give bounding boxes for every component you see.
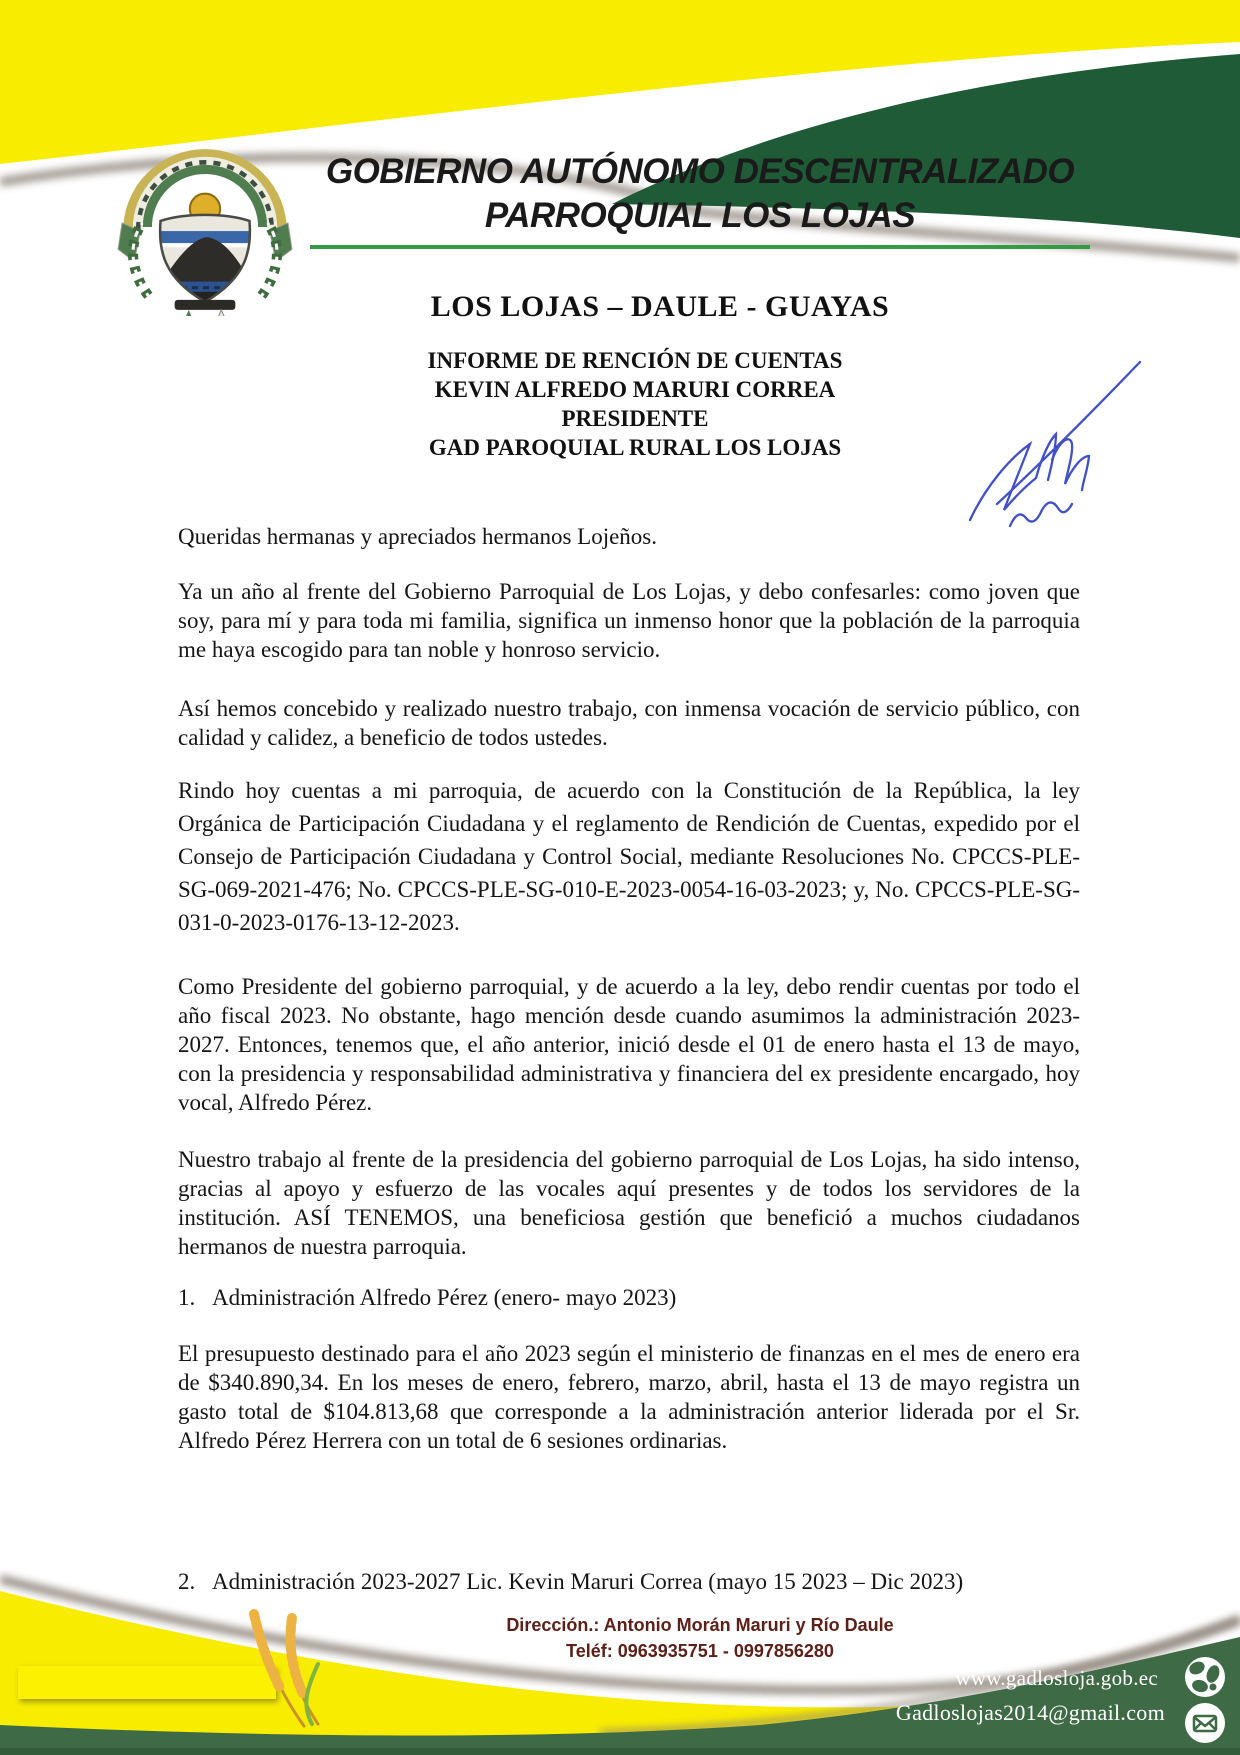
doc-title-line3: PRESIDENTE [561, 406, 709, 431]
doc-title-line2: KEVIN ALFREDO MARURI CORREA [434, 377, 836, 402]
paragraph: El presupuesto destinado para el año 2023 según el ministerio de finanzas en el mes de enero era de $340.890,34. En los meses de enero, febrero, marzo, abril, hasta el 13 de mayo registra un gasto total de $104.813,68 que corresponde a la administración anterior liderada por el Sr. Alfredo Pérez Herrera con un total de 6 sesiones ordinarias. [178, 1341, 1080, 1453]
paragraph: Así hemos concebido y realizado nuestro trabajo, con inmensa vocación de servicio público, con calidad y calidez, a beneficio de todos ustedes. [178, 696, 1080, 750]
pedestal-tail-left [182, 310, 193, 316]
handwritten-signature [952, 328, 1162, 528]
paragraph: Como Presidente del gobierno parroquial, y de acuerdo a la ley, debo rendir cuentas por todo el año fiscal 2023. No obstante, hago mención desde cuando asumimos la administración 2023-2027. Entonces, tenemos que, el año anterior, inició desde el 01 de enero hasta el 13 de mayo, con la presidencia y responsabilidad administrativa y financiera del ex presidente encargado, hoy vocal, Alfredo Pérez. [178, 974, 1080, 1115]
footer-bottom-strip [0, 1748, 1240, 1755]
paragraph: Nuestro trabajo al frente de la presidencia del gobierno parroquial de Los Lojas, ha sido intenso, gracias al apoyo y esfuerzo de las vocales aquí presentes y de todos los servidores de la institución. ASÍ TENEMOS, una beneficiosa gestión que benefició a muchos ciudadanos hermanos de nuestra parroquia. [178, 1147, 1080, 1259]
letter-body [178, 522, 1080, 1596]
list-item [178, 1283, 1080, 1312]
list-number: 2. [178, 1569, 196, 1594]
footer-website: www.gadlosloja.gob.ec [955, 1666, 1158, 1690]
footer-email: Gadloslojas2014@gmail.com [895, 1700, 1165, 1725]
coat-of-arms [114, 134, 296, 316]
paragraph: Rindo hoy cuentas a mi parroquia, de acuerdo con la Constitución de la República, la ley Orgánica de Participación Ciudadana y el reglamento de Rendición de Cuentas, expedido por el Consejo de Participación Ciudadana y Control Social, mediante Resoluciones No. CPCCS-PLE-SG-069-2021-476; No. CPCCS-PLE-SG-010-E-2023-0054-16-03-2023; y, No. CPCCS-PLE-SG-031-0-2023-0176-13-12-2023. [178, 778, 1080, 935]
footer-phone: Teléf: 0963935751 - 0997856280 [566, 1641, 834, 1661]
location-line: LOS LOJAS – DAULE - GUAYAS [430, 290, 890, 323]
title-underline [310, 245, 1090, 249]
list-text: Administración 2023-2027 Lic. Kevin Maruri Correa (mayo 15 2023 – Dic 2023) [212, 1569, 964, 1594]
org-name-line2: PARROQUIAL LOS LOJAS [484, 196, 916, 235]
doc-title-line1: INFORME DE RENCIÓN DE CUENTAS [427, 348, 843, 373]
doc-title-line4: GAD PAROQUIAL RURAL LOS LOJAS [428, 435, 842, 460]
envelope-icon [1184, 1702, 1226, 1744]
list-text: Administración Alfredo Pérez (enero- mayo 2023) [212, 1285, 677, 1310]
footer-address: Dirección.: Antonio Morán Maruri y Río Daule [506, 1615, 894, 1635]
org-title-block [300, 150, 1100, 249]
org-name-line1: GOBIERNO AUTÓNOMO DESCENTRALIZADO [325, 152, 1075, 191]
salutation: Queridas hermanas y apreciados hermanos Lojeños. [178, 524, 658, 549]
paragraph: Ya un año al frente del Gobierno Parroquial de Los Lojas, y debo confesarles: como joven que soy, para mí y para toda mi familia, significa un inmenso honor que la población de la parroquia me haya escogido para tan noble y honroso servicio. [178, 579, 1080, 662]
pedestal-tail-right [217, 310, 228, 316]
globe-icon [1184, 1656, 1226, 1698]
pedestal [175, 300, 236, 310]
list-number: 1. [178, 1285, 196, 1310]
list-item [178, 1567, 1080, 1596]
footer-contact-block [300, 1612, 1100, 1664]
